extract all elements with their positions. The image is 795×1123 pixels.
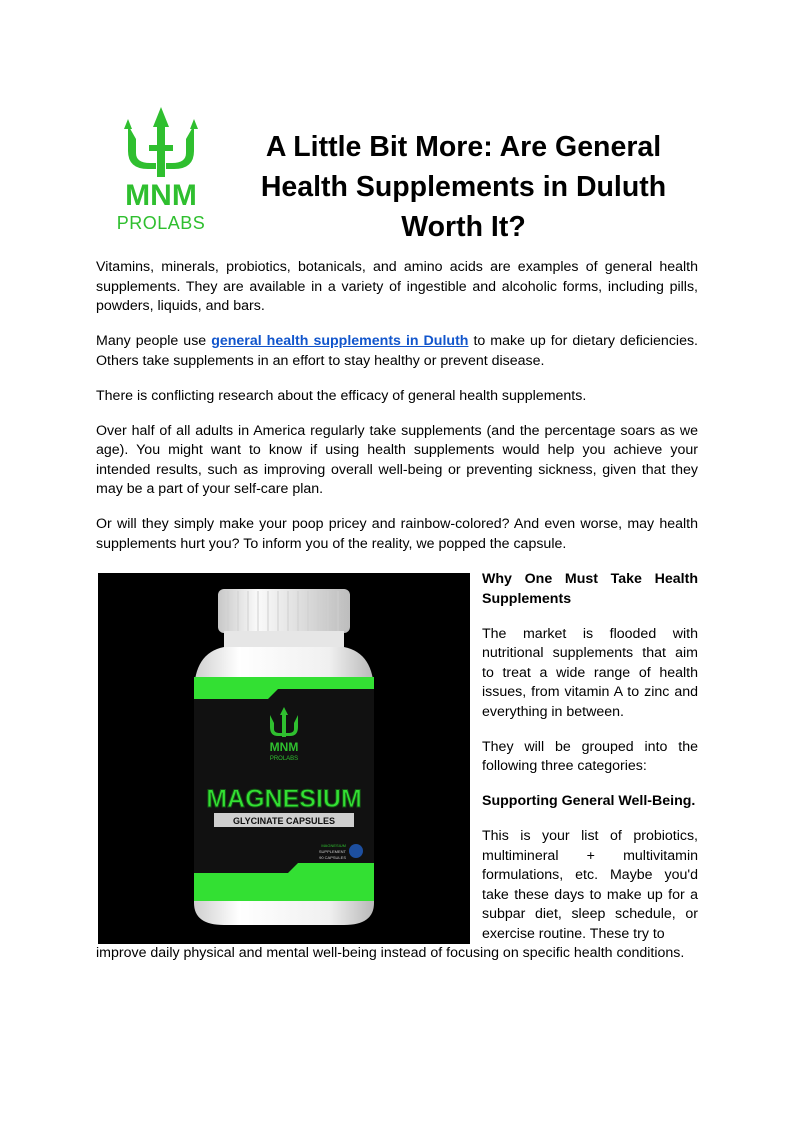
paragraph-categories: They will be grouped into the following three categories: bbox=[482, 738, 698, 774]
bottle-product-name: MAGNESIUM bbox=[206, 785, 362, 813]
bottle-product-subtitle: GLYCINATE CAPSULES bbox=[232, 816, 336, 826]
paragraph-well-being-continued bbox=[96, 944, 698, 964]
paragraph-intro: Vitamins, minerals, probiotics, botanicals, and amino acids are examples of general health supplements. They are available in a variety of ingestible and alcoholic forms, including pills, powders, liquids, and bars. bbox=[96, 259, 698, 314]
paragraph-adults: Over half of all adults in America regularly take supplements (and the percentage soars as we age). You might want to know if using health supplements would help you achieve your intended results, such as improving overall well-being or preventing sickness, given that they may be a part of your self-care plan. bbox=[96, 422, 698, 497]
paragraph-usage bbox=[96, 332, 698, 371]
heading-well-being: Supporting General Well-Being. bbox=[482, 793, 696, 809]
paragraph-research: There is conflicting research about the efficacy of general health supplements. bbox=[96, 387, 587, 404]
logo-brand-bottom: PROLABS bbox=[116, 213, 206, 233]
trident-icon bbox=[106, 105, 216, 237]
bottle-small-text-2: SUPPLEMENT bbox=[318, 849, 346, 854]
brand-logo bbox=[106, 105, 216, 237]
header bbox=[96, 105, 698, 245]
side-column bbox=[482, 570, 698, 944]
heading-why-supplements: Why One Must Take Health Supplements bbox=[482, 571, 698, 607]
paragraph-market: The market is flooded with nutritional supplements that aim to treat a wide range of health issues, from vitamin A to zinc and everything in between. bbox=[482, 625, 698, 720]
bottle-brand-bottom: PROLABS bbox=[269, 756, 299, 762]
article-body bbox=[96, 258, 698, 570]
paragraph-question: Or will they simply make your poop pricey and rainbow-colored? And even worse, may health supplements hurt you? To inform you of the reality, we popped the capsule. bbox=[96, 516, 698, 552]
bottle-small-text-1: MAGNESIUM bbox=[321, 843, 346, 848]
bottle-badge-icon bbox=[349, 844, 363, 858]
supplements-duluth-link[interactable]: general health supplements in Duluth bbox=[211, 333, 469, 349]
paragraph-well-being-tail: improve daily physical and mental well-being instead of focusing on specific health conditions. bbox=[96, 945, 685, 961]
paragraph-usage-suffix: to make up for dietary deficiencies. Others take supplements in an effort to stay healthy or prevent disease. bbox=[96, 333, 698, 369]
logo-brand-top: MNM bbox=[125, 179, 197, 212]
bottle-small-text-3: 90 CAPSULES bbox=[319, 855, 346, 860]
product-image bbox=[98, 573, 470, 944]
page-title: A Little Bit More: Are General Health Supplements in Duluth Worth It? bbox=[260, 131, 667, 243]
paragraph-usage-prefix: Many people use bbox=[96, 333, 212, 349]
bottle-brand-top: MNM bbox=[269, 740, 299, 754]
paragraph-well-being: This is your list of probiotics, multimineral + multivitamin formulations, etc. Maybe you'd take these days to make up for a subpar diet, sleep schedule, or exercise routine. These try to bbox=[482, 828, 698, 942]
supplement-bottle-image bbox=[98, 573, 470, 944]
